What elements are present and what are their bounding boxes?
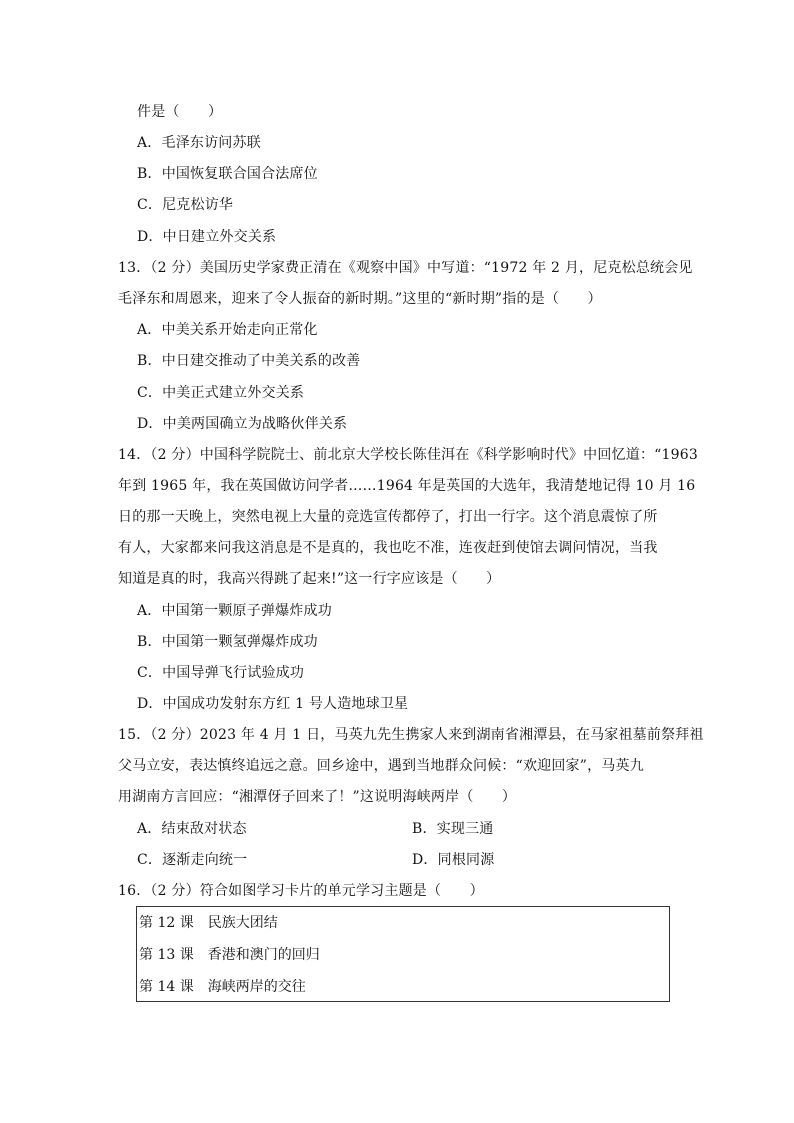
q13-option-b: B．中日建交推动了中美关系的改善: [137, 353, 361, 369]
q12-option-a: A．毛泽东访问苏联: [137, 135, 261, 151]
q12-option-d: D．中日建立外交关系: [137, 229, 277, 245]
q15-stem-line-2: 父马立安，表达慎终追远之意。回乡途中，遇到当地群众问候：“欢迎回家”，马英九: [118, 758, 644, 774]
q13-stem-line-1: 13．（2 分）美国历史学家费正清在《观察中国》中写道：“1972 年 2 月，尼克松总统会见: [118, 260, 693, 276]
q14-option-b: B．中国第一颗氢弹爆炸成功: [137, 634, 318, 650]
q14-stem-line-3: 日的那一天晚上，突然电视上大量的竞选宣传都停了，打出一行字。这个消息震惊了所: [118, 509, 658, 525]
q15-option-c: C．逐渐走向统一: [137, 852, 248, 868]
q12-option-c: C．尼克松访华: [137, 197, 234, 213]
q12-option-b: B．中国恢复联合国合法席位: [137, 166, 318, 182]
q14-stem-line-5: 知道是真的时，我高兴得跳了起来!”这一行字应该是（ ）: [118, 571, 501, 587]
study-card-lesson-13: 第 13 课 香港和澳门的回归: [139, 947, 320, 963]
q13-option-d: D．中美两国确立为战略伙伴关系: [137, 416, 348, 432]
study-card-lesson-14: 第 14 课 海峡两岸的交往: [139, 979, 306, 995]
q13-stem-line-2: 毛泽东和周恩来，迎来了令人振奋的新时期。”这里的“新时期”指的是（ ）: [118, 291, 602, 307]
q15-option-d: D．同根同源: [412, 852, 495, 868]
q14-option-c: C．中国导弹飞行试验成功: [137, 665, 305, 681]
q14-option-a: A．中国第一颗原子弹爆炸成功: [137, 603, 332, 619]
q12-stem-tail: 件是（ ）: [137, 104, 223, 120]
q14-stem-line-4: 有人，大家都来问我这消息是不是真的，我也吃不准，连夜赶到使馆去调问情况，当我: [118, 540, 658, 556]
q15-option-b: B．实现三通: [412, 821, 494, 837]
q13-option-c: C．中美正式建立外交关系: [137, 385, 305, 401]
q15-stem-line-1: 15．（2 分）2023 年 4 月 1 日，马英九先生携家人来到湖南省湘潭县，在马家祖墓前祭拜祖: [118, 727, 704, 743]
study-card: [136, 906, 670, 1002]
q13-option-a: A．中美关系开始走向正常化: [137, 322, 318, 338]
q15-stem-line-3: 用湖南方言回应：“湘潭伢子回来了！”这说明海峡两岸（ ）: [118, 789, 517, 805]
q14-option-d: D．中国成功发射东方红 1 号人造地球卫星: [137, 696, 409, 712]
q14-stem-line-2: 年到 1965 年，我在英国做访问学者……1964 年是英国的大选年，我清楚地记得 10 月 16: [118, 478, 696, 494]
q16-stem: 16．（2 分）符合如图学习卡片的单元学习主题是（ ）: [118, 883, 484, 899]
study-card-lesson-12: 第 12 课 民族大团结: [139, 915, 278, 931]
q15-option-a: A．结束敌对状态: [137, 821, 247, 837]
q14-stem-line-1: 14．（2 分）中国科学院院士、前北京大学校长陈佳洱在《科学影响时代》中回忆道：“1963: [118, 447, 698, 463]
